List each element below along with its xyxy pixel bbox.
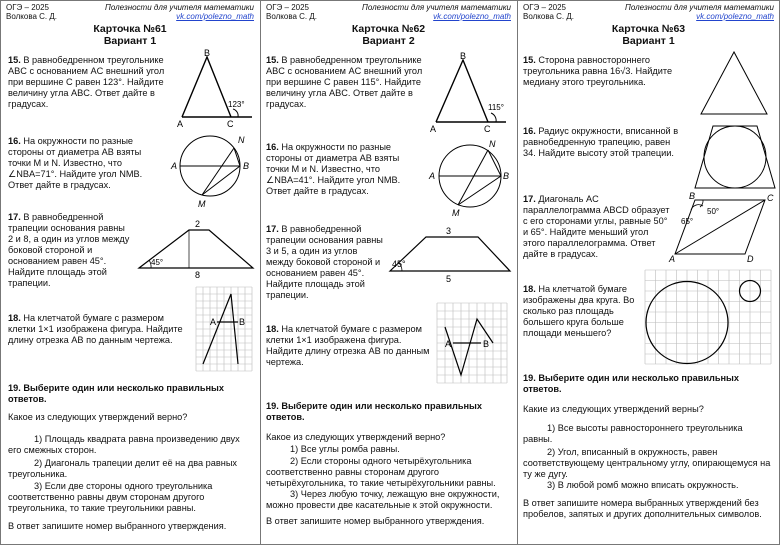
side-label: 5 (446, 274, 452, 284)
card-63 (517, 0, 780, 545)
circle-figure (168, 130, 254, 210)
point-label: A (445, 339, 452, 349)
task-number: 19. (8, 383, 21, 393)
card-61 (0, 0, 260, 545)
task-17 (8, 212, 130, 289)
task-instruction: Выберите один или несколько правильных ответов. (266, 401, 482, 422)
task-number: 18. (266, 324, 279, 334)
angle-label: 45° (151, 258, 164, 267)
equilateral-triangle-figure (695, 48, 773, 120)
task-16 (523, 126, 683, 159)
card-header (523, 3, 774, 23)
vertex-label: B (460, 51, 467, 61)
task-text: В равнобедренной трапеции основания равны 2 и 8, а один из углов между боковой стороной и основанием равен 45°. Найдите площадь этой трапеции. (8, 212, 130, 288)
vertex-label: B (689, 191, 696, 201)
task-18 (8, 313, 193, 346)
point-label: B (503, 171, 510, 181)
grid-figure (194, 285, 254, 375)
statement-option: 3) Если две стороны одного треугольника соответственно равны двум сторонам другого треугольника, то такие треугольники равны. (8, 481, 213, 513)
exam-label: ОГЭ – 2025 (6, 3, 49, 12)
statement-option: 1) Все углы ромба равны. (290, 444, 400, 454)
card-variant: Вариант 1 (103, 35, 157, 47)
triangle-sides (436, 60, 488, 122)
task-text: Сторона равностороннего треугольника равна 16√3. Найдите медиану этого треугольника. (523, 55, 673, 87)
card-title-block (0, 23, 260, 47)
card-variant: Вариант 2 (362, 35, 415, 47)
task-19-head (8, 383, 253, 405)
task-question: Какие из следующих утверждений верны? (523, 404, 704, 414)
point-label: N (489, 139, 496, 149)
answer-instruction: В ответ запишите номер выбранного утверждения. (8, 521, 227, 531)
trapezoid-figure (386, 225, 514, 285)
task-15 (523, 55, 688, 88)
card-header (266, 3, 511, 23)
task-number: 15. (266, 55, 279, 65)
task-text: На окружности по разные стороны от диаметра AB взяты точки M и N. Известно, что ∠NBA=41°. Найдите угол NMB. Ответ дайте в градусах. (266, 142, 401, 196)
point-label: A (171, 161, 178, 171)
task-19-head (523, 373, 773, 395)
triangle-figure (426, 50, 512, 132)
task-text: В равнобедренном треугольнике ABC с основанием AC внешний угол при вершине C равен 115°. Найдите величину угла ABC. Ответ дайте в градусах. (266, 55, 423, 109)
task-number: 19. (523, 373, 536, 383)
header-subtitle: Полезности для учителя математики (105, 3, 254, 12)
card-62 (260, 0, 517, 545)
angle-label: 45° (392, 259, 406, 269)
task-17 (523, 194, 671, 260)
task-number: 17. (8, 212, 21, 222)
side-label: 3 (446, 226, 452, 236)
inscribed-circle (704, 126, 766, 188)
angle-label: 115° (488, 103, 504, 112)
statement-option: 3) В любой ромб можно вписать окружность. (547, 480, 739, 490)
statement-option: 1) Все высоты равностороннего треугольника равны. (523, 423, 743, 444)
header-subtitle: Полезности для учителя математики (625, 3, 774, 12)
task-text: В равнобедренной трапеции основания равны 3 и 5, а один из углов между боковой стороной и основанием равен 45°. Найдите площадь этой трапеции. (266, 224, 383, 300)
task-text: Радиус окружности, вписанной в равнобедренную трапецию, равен 34. Найдите высоту этой трапеции. (523, 126, 679, 158)
task-number: 15. (8, 55, 21, 65)
vertex-label: C (767, 193, 774, 203)
task-16 (8, 136, 166, 191)
vertex-label: A (177, 119, 184, 127)
statement-option: 3) Через любую точку, лежащую вне окружности, можно провести две касательные к этой окружности. (266, 489, 500, 510)
triangle-sides (182, 57, 231, 117)
answer-instruction: В ответ запишите номер выбранного утверждения. (266, 516, 485, 526)
point-label: A (429, 171, 436, 181)
side-label: 2 (195, 219, 201, 229)
task-number: 15. (523, 55, 536, 65)
point-label: B (483, 339, 490, 349)
header-link[interactable]: vk.com/polezno_math (176, 12, 254, 21)
author-label: Волкова С. Д. (523, 12, 575, 21)
task-text: На клетчатой бумаге изображены два круга. Во сколько раз площадь большего круга больше площади меньшего? (523, 284, 635, 338)
card-header (6, 3, 254, 23)
inscribed-trapezoid-figure (693, 120, 777, 192)
angle-label: 123° (228, 100, 245, 109)
point-label: B (239, 317, 246, 327)
task-instruction: Выберите один или несколько правильных ответов. (523, 373, 739, 394)
trapezoid-figure (135, 218, 257, 280)
vertex-label: A (669, 254, 676, 262)
task-instruction: Выберите один или несколько правильных ответов. (8, 383, 224, 404)
statement-option: 1) Площадь квадрата равна произведению двух его смежных сторон. (8, 434, 240, 455)
header-link[interactable]: vk.com/polezno_math (433, 12, 511, 21)
task-17 (266, 224, 384, 301)
card-title-block (517, 23, 780, 47)
task-16 (266, 142, 424, 197)
vertex-label: B (204, 48, 211, 58)
task-number: 16. (523, 126, 536, 136)
vertex-label: C (484, 124, 491, 132)
trapezoid (390, 237, 510, 271)
task-number: 17. (266, 224, 279, 234)
diagonal-ac (675, 200, 765, 254)
task-number: 16. (266, 142, 279, 152)
angle-arc (491, 113, 496, 122)
card-title: Карточка №62 (351, 23, 426, 35)
exam-label: ОГЭ – 2025 (266, 3, 309, 12)
author-label: Волкова С. Д. (6, 12, 58, 21)
angle-arc (233, 109, 238, 117)
header-link[interactable]: vk.com/polezno_math (696, 12, 774, 21)
task-text: На клетчатой бумаге с размером клетки 1×1 изображена фигура. Найдите длину отрезка AB по данным чертежа. (266, 324, 430, 367)
task-text: На окружности по разные стороны от диаметра AB взяты точки M и N. Известно, что ∠NBA=71°. Найдите угол NMB. Ответ дайте в градусах. (8, 136, 143, 190)
statement-option: 2) Угол, вписанный в окружность, равен соответствующему центральному углу, опирающемуся на ту же дугу. (523, 447, 771, 479)
triangle-figure (170, 45, 255, 127)
angle-label: 50° (707, 207, 720, 216)
task-question: Какое из следующих утверждений верно? (8, 412, 188, 422)
vertex-label: C (227, 119, 234, 127)
answer-instruction: В ответ запишите номера выбранных утверждений без пробелов, запятых и других дополнительных символов. (523, 498, 762, 519)
task-15 (8, 55, 168, 110)
vertex-label: D (747, 254, 754, 262)
grid-lines (645, 270, 771, 364)
statement-option: 2) Диагональ трапеции делит её на два равных треугольника. (8, 458, 238, 479)
task-text: В равнобедренном треугольнике ABC с основанием AC внешний угол при вершине C равен 123°. Найдите величину угла ABC. Ответ дайте в градусах. (8, 55, 165, 109)
task-number: 17. (523, 194, 536, 204)
task-15 (266, 55, 426, 110)
parallelogram-figure (667, 190, 777, 262)
card-title: Карточка №63 (611, 23, 686, 35)
point-label: B (243, 161, 250, 171)
grid-lines (196, 287, 252, 371)
task-19-head (266, 401, 511, 423)
header-subtitle: Полезности для учителя математики (362, 3, 511, 12)
task-question: Какое из следующих утверждений верно? (266, 432, 446, 442)
task-18 (266, 324, 430, 368)
task-text: Диагональ AC параллелограмма ABCD образует с его сторонами углы, равные 50° и 65°. Найдите меньший угол этого параллелограмма. Ответ дайте в градусах. (523, 194, 670, 259)
grid-figure (434, 300, 510, 386)
point-label: M (198, 199, 206, 209)
exam-label: ОГЭ – 2025 (523, 3, 566, 12)
task-number: 16. (8, 136, 21, 146)
point-label: N (238, 135, 245, 145)
point-label: A (210, 317, 217, 327)
task-number: 19. (266, 401, 279, 411)
card-title: Карточка №61 (93, 23, 167, 35)
angle-label: 65° (681, 217, 694, 226)
vertex-label: A (430, 124, 437, 132)
author-label: Волкова С. Д. (266, 12, 318, 21)
triangle (701, 52, 767, 114)
task-number: 18. (8, 313, 21, 323)
circle-figure (426, 138, 514, 220)
statement-option: 2) Если стороны одного четырёхугольника соответственно равны сторонам другого четырёхугольника, то такие четырёхугольники равны. (266, 456, 496, 488)
circles-grid-figure (643, 268, 775, 366)
point-label: M (452, 208, 460, 218)
task-18 (523, 284, 643, 339)
task-text: На клетчатой бумаге с размером клетки 1×1 изображена фигура. Найдите длину отрезка AB по данным чертежа. (8, 313, 183, 345)
trapezoid (695, 126, 775, 188)
task-number: 18. (523, 284, 536, 294)
card-variant: Вариант 1 (622, 35, 675, 47)
card-title-block (260, 23, 517, 47)
side-label: 8 (195, 270, 201, 280)
